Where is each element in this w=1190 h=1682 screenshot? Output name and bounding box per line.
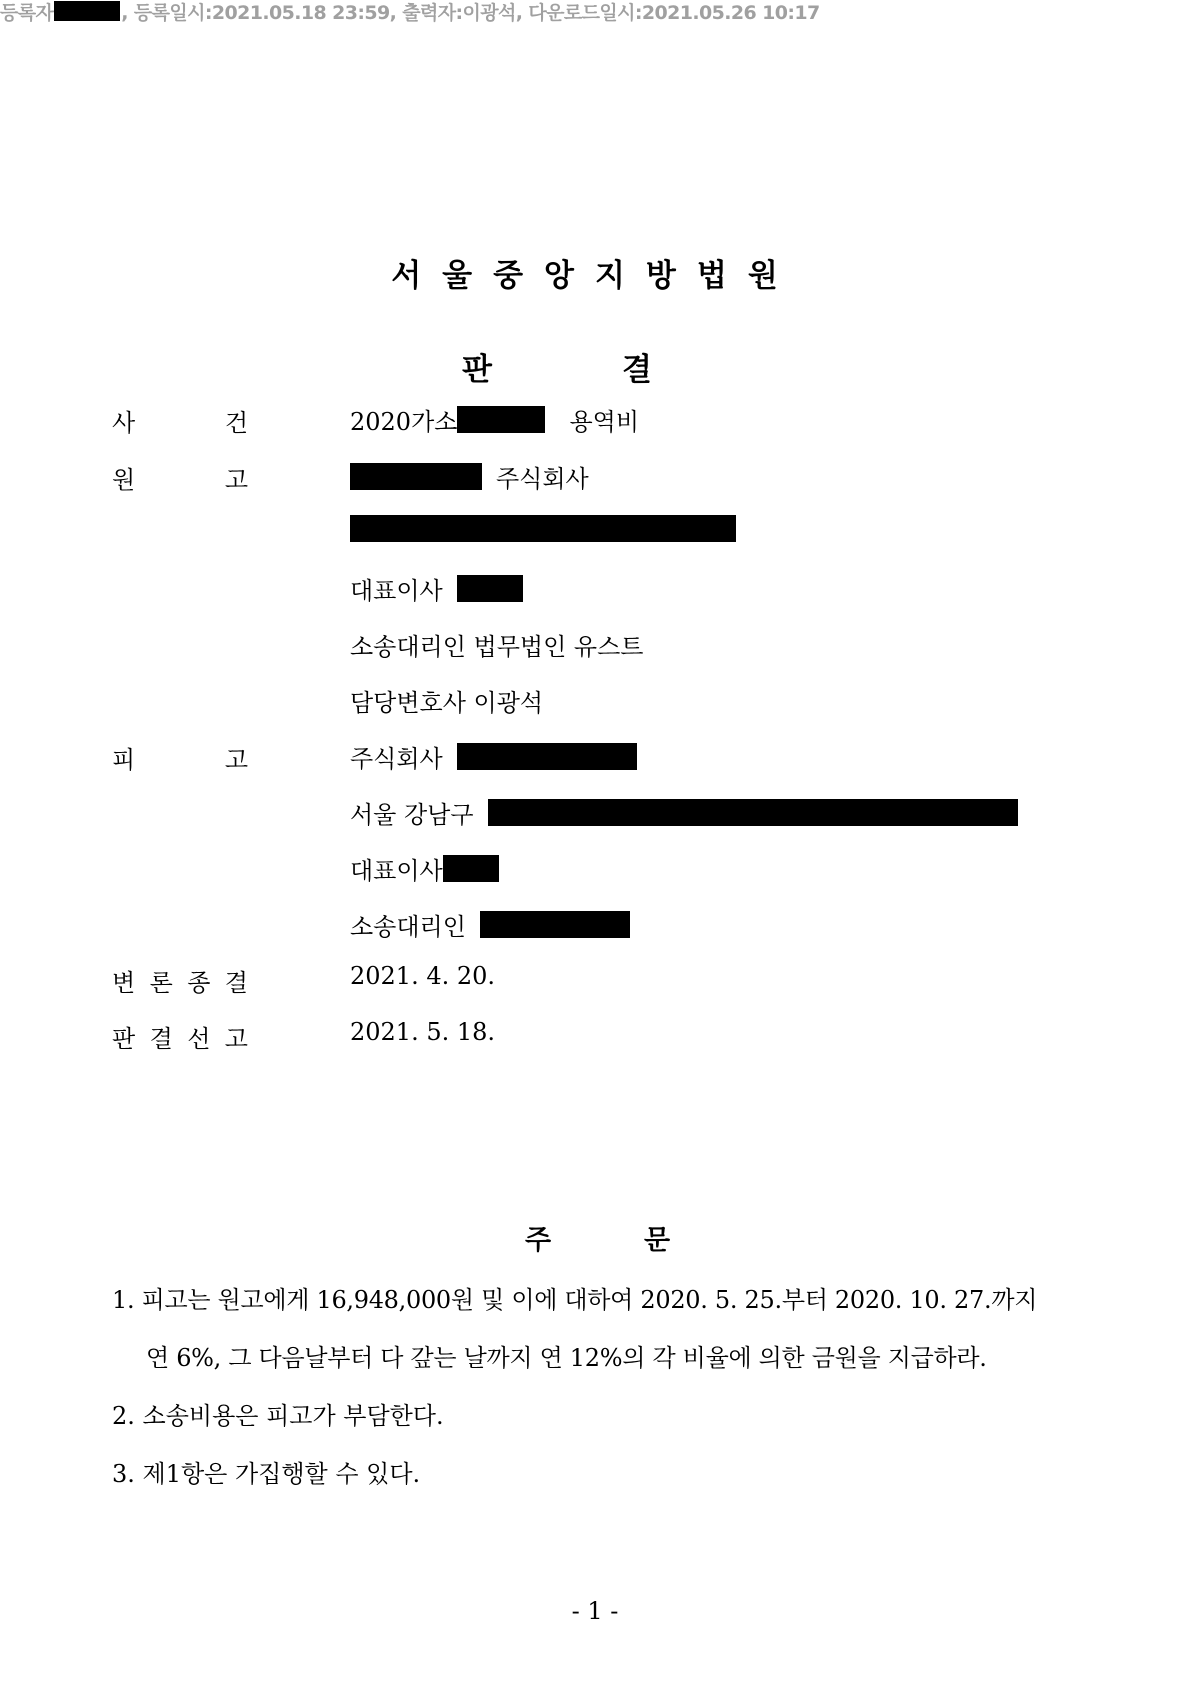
judgment-item-2: 2. 소송비용은 피고가 부담한다. (112, 1402, 444, 1430)
redaction-block (350, 515, 736, 542)
case-label: 사 건 (112, 409, 248, 437)
plaintiff-lawyer: 담당변호사 이광석 (350, 689, 544, 717)
page-number: - 1 - (571, 1597, 619, 1625)
header-prefix: 등록자 (0, 1, 54, 24)
closing-date: 2021. 4. 20. (350, 962, 496, 990)
judgment-item-3: 3. 제1항은 가집행할 수 있다. (112, 1460, 421, 1488)
plaintiff-attorney: 소송대리인 법무법인 유스트 (350, 633, 644, 661)
header-info: , 등록일시:2021.05.18 23:59, 출력자:이광석, 다운로드일시:2021.05.26 10:17 (121, 1, 820, 24)
decision-date: 2021. 5. 18. (350, 1018, 496, 1046)
court-name: 서울중앙지방법원 (391, 258, 799, 294)
redaction-block (457, 575, 523, 602)
plaintiff-address (350, 515, 736, 542)
plaintiff-representative: 대표이사 (350, 571, 523, 606)
closing-label: 변 론 종 결 (112, 969, 248, 997)
defendant-address: 서울 강남구 (350, 795, 1018, 830)
case-number: 2020가소 용역비 (350, 408, 640, 436)
title-char-left: 판 (462, 352, 492, 388)
plaintiff-company: 주식회사 (350, 459, 589, 494)
redaction-block (457, 743, 637, 770)
redaction-block (457, 406, 545, 433)
redaction-block (350, 463, 482, 490)
defendant-company: 주식회사 (350, 739, 637, 774)
defendant-label: 피 고 (112, 746, 248, 774)
redaction-block (480, 911, 630, 938)
download-watermark-header (0, 0, 820, 22)
redaction-block (443, 855, 499, 882)
redaction-block (54, 1, 120, 21)
judgment-item-1: 1. 피고는 원고에게 16,948,000원 및 이에 대하여 2020. 5. 25.부터 2020. 10. 27.까지 (112, 1286, 1038, 1314)
redaction-block (488, 799, 1018, 826)
defendant-attorney: 소송대리인 (350, 907, 630, 942)
title-char-right: 결 (622, 352, 652, 388)
plaintiff-label: 원 고 (112, 466, 248, 494)
defendant-representative: 대표이사 (350, 851, 499, 886)
judgment-item-1-continued: 연 6%, 그 다음날부터 다 갚는 날까지 연 12%의 각 비율에 의한 금원을 지급하라. (146, 1344, 987, 1372)
decision-label: 판 결 선 고 (112, 1025, 248, 1053)
